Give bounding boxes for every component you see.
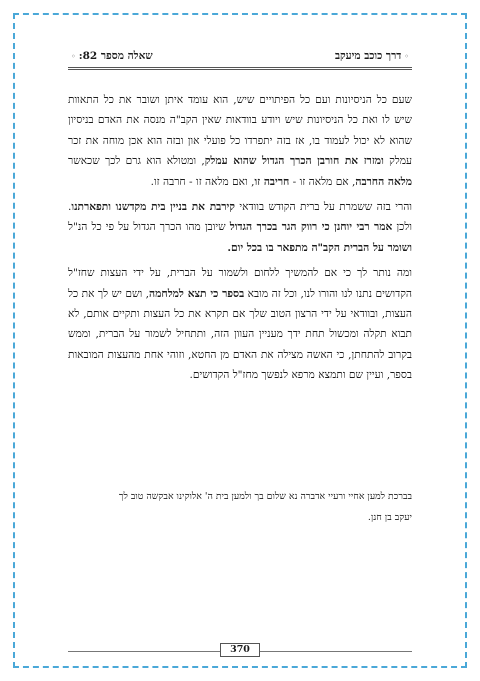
blessing-line: בברכת למען אחיי ורעיי אדברה נא שלום בך ולמען בית ה' אלוקינו אבקשה טוב לך <box>118 491 412 502</box>
header-rule <box>68 67 412 68</box>
ornament-icon: ◦ <box>404 52 409 61</box>
bold-phrase: אמר רבי יוחנן כי רווק הגר בכרך הגדול <box>229 221 393 234</box>
paragraph <box>68 263 412 385</box>
body-text <box>68 90 412 391</box>
book-title-text: דרך כוכב מיעקב <box>334 50 402 62</box>
page-number: 370 <box>220 643 260 657</box>
text-run: שעם כל הניסיונות ועם כל הפיתויים שיש, הוא עומד איתן ושובר את כל התאוות שיש לו ואת כל הניסיונות שיש ויודע בוודאות שאין הקב"ה מנסה את האדם בניסיון שהוא לא יכול לעמוד בו, אז בזה יתפרדו כל פועלי און ובזה הוא אכן מוחה את זכר עמלק <box>68 94 412 168</box>
bold-phrase: מלאה החרבה <box>355 175 412 188</box>
signature: יעקב בן חנן. <box>367 512 412 523</box>
running-header <box>68 50 412 66</box>
book-title <box>335 50 412 62</box>
closing-blessing <box>68 486 412 528</box>
text-run: , ומטולא הוא גרם לכך שכאשר <box>68 155 205 168</box>
bold-phrase: חריבה זו <box>254 175 290 188</box>
text-run: , ושם יש לך את כל העצות, ובוודאי על ידי הרצון הטוב שלך אם תקרא את כל העצות ותקיים אותם, לא תבוא תקלה ומכשול תחת ידך מעניין העוון הזה, ותתחיל לשמור על הברית, וממש בקרוב להתחתן, כי האשה מצילה את האדם מן החטא, וזוהי אחת מהעצות המובאות בספר, ועיין שם ותמצא מרפא לנפשך מחז"ל הקדושים. <box>68 287 413 382</box>
text-run: . ולכן <box>68 201 412 234</box>
question-number-text: שאלה מספר 82: <box>78 50 153 62</box>
text-run: שיובן מהו הכרך הגדול על פי כל הנ"ל <box>68 221 230 234</box>
bold-phrase: ומזרז את חורבן הכרך הגדול שהוא עמלק <box>204 155 384 168</box>
text-run: , אם מלאה זו - <box>289 175 356 188</box>
text-run: ומה נותר לך כי אם להמשיך ללחום ולשמור על הברית, על ידי העצות שחז"ל הקדושים נתנו לנו והורו לנו, וכל זה מובא <box>68 267 413 300</box>
question-number <box>68 50 153 62</box>
header-rule <box>68 69 412 70</box>
paragraph <box>68 90 412 192</box>
bold-phrase: בספר כי תצא למלחמה <box>149 287 245 300</box>
bold-phrase: ושומר על הברית הקב"ה מתפאר בו בכל יום. <box>227 241 412 254</box>
text-run: , ואם מלאה זו - חרבה זו. <box>150 175 255 188</box>
ornament-icon: ◦ <box>71 52 76 61</box>
text-run: והרי בזה ששמרת על ברית הקודש בוודאי <box>234 201 413 214</box>
paragraph <box>68 197 412 258</box>
bold-phrase: קירבת את בניין בית מקדשנו ותפארתנו <box>71 201 235 214</box>
